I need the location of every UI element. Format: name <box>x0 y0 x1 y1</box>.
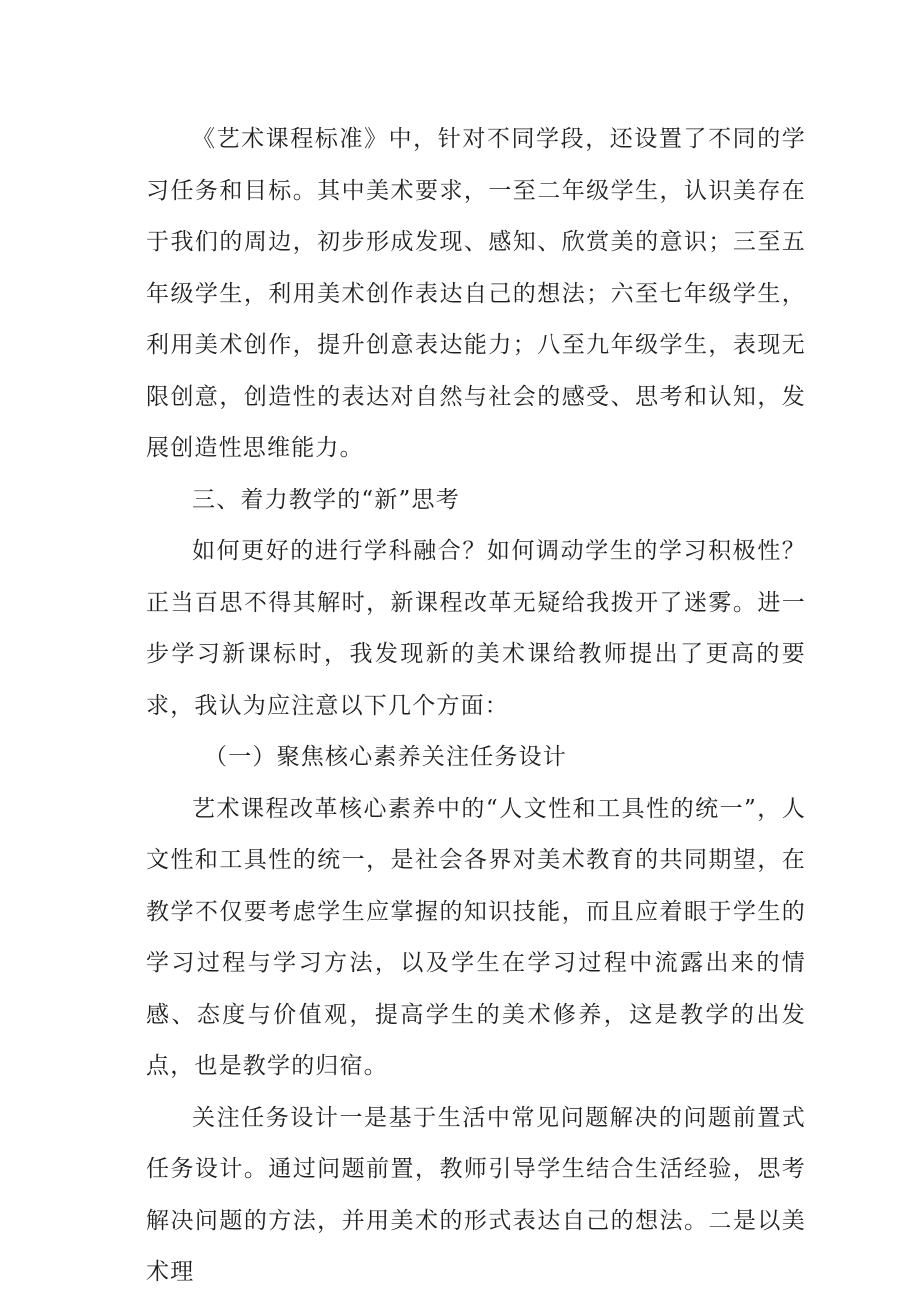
subsection-heading-one: （一）聚焦核心素养关注任务设计 <box>204 744 567 770</box>
paragraph-integration-questions: 如何更好的进行学科融合？如何调动学生的学习积极性？正当百思不得其解时，新课程改革无疑给我拨开了迷雾。进一步学习新课标时，我发现新的美术课给教师提出了更高的要求，我认为应注意以下几个方面： <box>146 538 806 719</box>
paragraph-task-design: 关注任务设计一是基于生活中常见问题解决的问题前置式任务设计。通过问题前置，教师引导学生结合生活经验，思考解决问题的方法，并用美术的形式表达自己的想法。二是以美术理 <box>146 1104 806 1285</box>
section-heading-three: 三、着力教学的“新”思考 <box>192 486 460 513</box>
document-text <box>146 114 806 1299</box>
paragraph-core-literacy: 艺术课程改革核心素养中的“人文性和工具性的统一”，人文性和工具性的统一，是社会各界对美术教育的共同期望，在教学不仅要考虑学生应掌握的知识技能，而且应着眼于学生的学习过程与学习方法，以及学生在学习过程中流露出来的情感、态度与价值观，提高学生的美术修养，这是教学的出发点，也是教学的归宿。 <box>146 795 806 1079</box>
paragraph-curriculum-goals: 《艺术课程标准》中，针对不同学段，还设置了不同的学习任务和目标。其中美术要求，一至二年级学生，认识美存在于我们的周边，初步形成发现、感知、欣赏美的意识；三至五年级学生，利用美术创作表达自己的想法；六至七年级学生，利用美术创作，提升创意表达能力；八至九年级学生，表现无限创意，创造性的表达对自然与社会的感受、思考和认知，发展创造性思维能力。 <box>146 126 806 461</box>
